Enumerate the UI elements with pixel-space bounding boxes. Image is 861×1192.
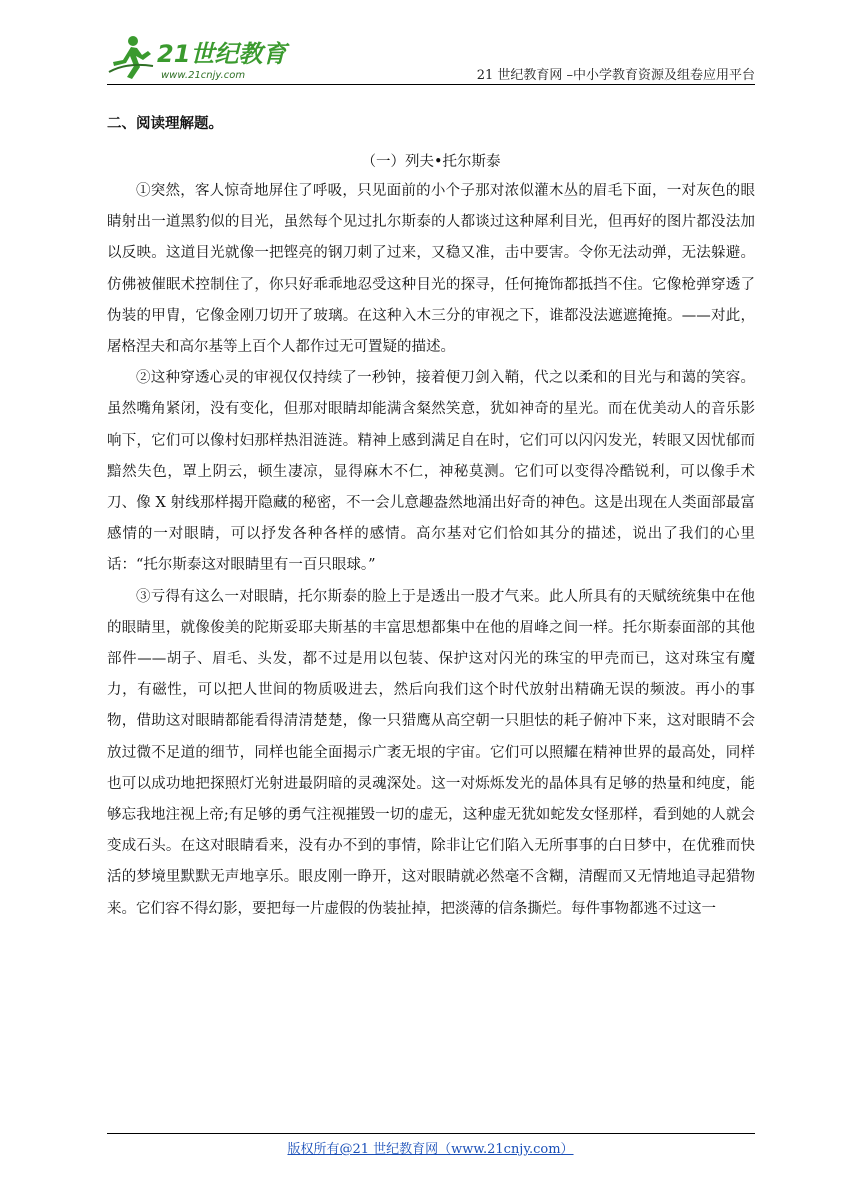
paragraph-3: ③亏得有这么一对眼睛，托尔斯泰的脸上于是透出一股才气来。此人所具有的天赋统统集中在他的眼睛里，就像俊美的陀斯妥耶夫斯基的丰富思想都集中在他的眉峰之间一样。托尔斯泰面部的其他部件——胡子、眉毛、头发，都不过是用以包装、保护这对闪光的珠宝的甲壳而已，这对珠宝有魔力，有磁性，可以把人世间的物质吸进去，然后向我们这个时代放射出精确无误的频波。再小的事物，借助这对眼睛都能看得清清楚楚，像一只猎鹰从高空朝一只胆怯的耗子俯冲下来，这对眼睛不会放过微不足道的细节，同样也能全面揭示广袤无垠的宇宙。它们可以照耀在精神世界的最高处，同样也可以成功地把探照灯光射进最阴暗的灵魂深处。这一对烁烁发光的晶体具有足够的热量和纯度，能够忘我地注视上帝;有足够的勇气注视摧毁一切的虚无，这种虚无犹如蛇发女怪那样，看到她的人就会变成石头。在这对眼睛看来，没有办不到的事情，除非让它们陷入无所事事的白日梦中，在优雅而快活的梦境里默默无声地享乐。眼皮刚一睁开，这对眼睛就必然毫不含糊，清醒而又无情地追寻起猎物来。它们容不得幻影，要把每一片虚假的伪装扯掉，把淡薄的信条撕烂。每件事物都逃不过这一	[107, 588, 755, 917]
footer-copyright-link[interactable]: 版权所有@21 世纪教育网（www.21cnjy.com）	[287, 1142, 574, 1157]
logo-text: 21世纪教育	[157, 40, 287, 68]
article-title: （一）列夫•托尔斯泰	[361, 154, 501, 170]
site-logo	[107, 32, 307, 82]
section-title: 二、阅读理解题。	[107, 115, 223, 132]
header-platform-text: 21 世纪教育网 –中小学教育资源及组卷应用平台	[476, 68, 755, 83]
header-divider	[107, 84, 755, 85]
page-header	[107, 28, 755, 86]
footer-divider	[107, 1133, 755, 1134]
document-body	[107, 112, 755, 925]
paragraph-1: ①突然，客人惊奇地屏住了呼吸，只见面前的小个子那对浓似灌木丛的眉毛下面，一对灰色的眼睛射出一道黑豹似的目光，虽然每个见过扎尔斯泰的人都谈过这种犀利目光，但再好的图片都没法加以反映。这道目光就像一把铿亮的钢刀刺了过来，又稳又准，击中要害。令你无法动弹，无法躲避。仿佛被催眠术控制住了，你只好乖乖地忍受这种目光的探寻，任何掩饰都抵挡不住。它像枪弹穿透了伪装的甲胄，它像金刚刀切开了玻璃。在这种入木三分的审视之下，谁都没法遮遮掩掩。——对此，屠格涅夫和高尔基等上百个人都作过无可置疑的描述。	[107, 183, 755, 356]
paragraph-2: ②这种穿透心灵的审视仅仅持续了一秒钟，接着便刀剑入鞘，代之以柔和的目光与和蔼的笑容。虽然嘴角紧闭，没有变化，但那对眼睛却能满含粲然笑意，犹如神奇的星光。而在优美动人的音乐影响下，它们可以像村妇那样热泪涟涟。精神上感到满足自在时，它们可以闪闪发光，转眼又因忧郁而黯然失色，罩上阴云，顿生凄凉，显得麻木不仁，神秘莫测。它们可以变得冷酷锐利，可以像手术刀、像 X 射线那样揭开隐藏的秘密，不一会儿意趣盎然地涌出好奇的神色。这是出现在人类面部最富感情的一对眼睛，可以抒发各种各样的感情。高尔基对它们恰如其分的描述，说出了我们的心里话：“托尔斯泰这对眼睛里有一百只眼球。”	[107, 370, 755, 574]
logo-url-text: www.21cnjy.com	[161, 70, 246, 81]
runner-icon	[109, 36, 153, 79]
